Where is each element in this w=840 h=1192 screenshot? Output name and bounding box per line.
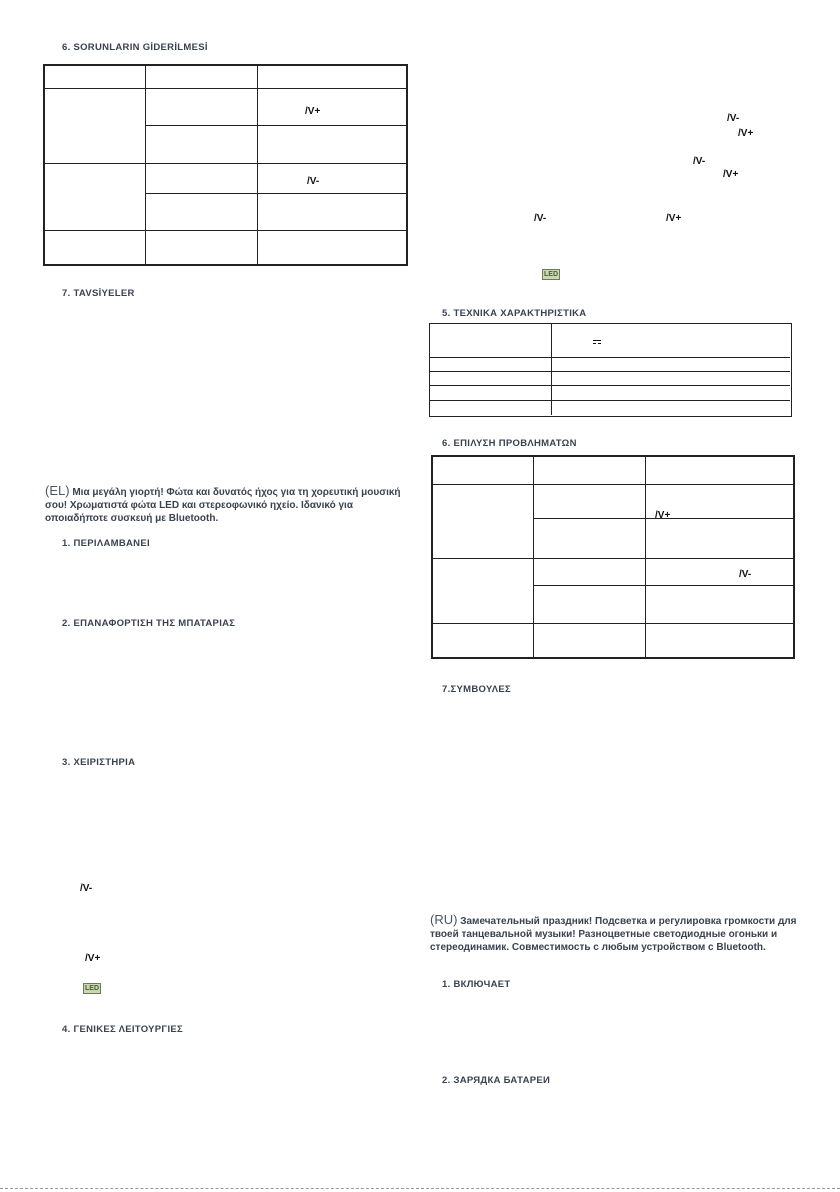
greek-intro-text: Μια μεγάλη γιορτή! Φώτα και δυνατός ήχος για τη χορευτική μουσική σου! Χρωματιστά φώτα LED και στερεοφωνικό ηχείο. Ιδανικό για οποιαδήποτε συσκευή με Bluetooth. [45,487,401,524]
table-row-divider [45,230,406,231]
dc-current-icon [593,340,601,345]
russian-intro [430,913,802,954]
table-row-divider [433,558,793,559]
volume-up-symbol: /V+ [738,128,754,139]
table-row-divider [430,371,790,372]
section-title-functions-el: 4. ΓΕΝΙΚΕΣ ΛΕΙΤΟΥΡΓΙΕΣ [62,1024,184,1035]
volume-up-symbol: /V+ [305,106,321,117]
table-row-divider [430,385,790,386]
table-row-divider [145,125,406,126]
section-title-contents-ru: 1. ВКЛЮЧАЕТ [442,979,511,990]
table-column-divider [257,66,258,264]
section-title-tips-el: 7.ΣΥΜΒΟΥΛΕΣ [442,684,512,695]
russian-intro-text: Замечательный праздник! Подсветка и регулировка громкости для твоей танцевальной музыки! Разноцветные светодиодные огоньки и стереодинамик. Совместимость с любым устройством с Bluetooth. [430,916,797,953]
led-button-icon: LED [85,985,99,992]
section-title-battery-el: 2. ΕΠΑΝΑΦΟΡΤΙΣΗ ΤΗΣ ΜΠΑΤΑΡΙΑΣ [62,618,236,629]
section-title-specs-el: 5. ΤΕΧΝΙΚΑ ΧΑΡΑΚΤΗΡΙΣΤΙΚΑ [442,308,587,319]
led-button-icon: LED [544,271,558,278]
table-row-divider [430,400,790,401]
table-row-divider [430,357,790,358]
section-title-contents-el: 1. ΠΕΡΙΛΑΜΒΑΝΕΙ [62,538,150,549]
table-row-divider [45,163,406,164]
troubleshooting-table-tr [43,64,408,266]
table-column-divider [645,457,646,657]
troubleshooting-table-el [431,455,795,659]
section-title-troubleshooting-tr: 6. SORUNLARIN GİDERİLMESİ [62,42,208,53]
section-title-tips-tr: 7. TAVSİYELER [62,288,135,299]
section-title-controls-el: 3. ΧΕΙΡΙΣΤΗΡΙΑ [62,757,136,768]
language-code-el: (EL) [45,483,70,498]
specs-table-el [429,323,792,417]
greek-intro [45,484,415,525]
volume-down-symbol: /V- [80,883,93,894]
table-column-divider [145,66,146,264]
volume-up-symbol: /V+ [666,213,682,224]
volume-down-symbol: /V- [307,176,320,187]
language-code-ru: (RU) [430,912,458,927]
volume-up-symbol: /V+ [85,953,101,964]
table-row-divider [433,484,793,485]
volume-up-symbol: /V+ [655,510,671,521]
table-column-divider [533,457,534,657]
table-row-divider [145,193,406,194]
section-title-troubleshooting-el: 6. ΕΠΙΛΥΣΗ ΠΡΟΒΛΗΜΑΤΩΝ [442,438,577,449]
volume-up-symbol: /V+ [723,169,739,180]
volume-down-symbol: /V- [534,213,547,224]
volume-down-symbol: /V- [727,113,740,124]
table-row-divider [433,623,793,624]
table-row-divider [45,88,406,89]
volume-down-symbol: /V- [693,156,706,167]
table-row-divider [533,585,793,586]
page-bottom-cut-line [0,1188,840,1189]
table-column-divider [551,324,552,415]
volume-down-symbol: /V- [739,569,752,580]
section-title-battery-ru: 2. ЗАРЯДКА БАТАРЕИ [442,1075,551,1086]
